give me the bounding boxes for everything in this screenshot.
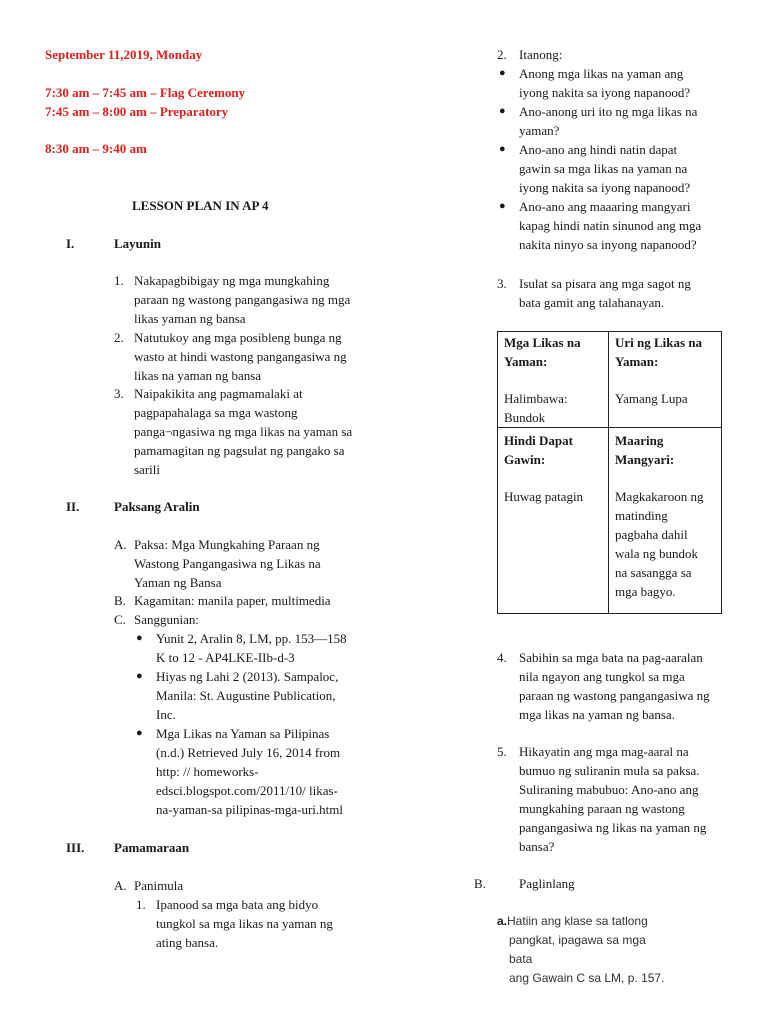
activity-a-line: pangkat, ipagawa sa mga bata	[509, 933, 646, 966]
table-header-cell	[504, 332, 602, 371]
schedule-slot-2: 7:45 am – 8:00 am – Preparatory	[45, 104, 229, 119]
reference-line: edsci.blogspot.com/2011/10/ likas-	[156, 783, 338, 798]
question-2	[519, 102, 697, 140]
question-line: kapag hindi natin sinunod ang mga	[519, 218, 702, 233]
step-3-line: Isulat sa pisara ang mga sagot ng	[519, 276, 691, 291]
step-3-line: bata gamit ang talahanayan.	[519, 295, 665, 310]
objective-2-number: 2.	[114, 330, 124, 345]
table-header-line: Maaring	[615, 433, 664, 448]
step-5-text	[519, 742, 706, 856]
question-line: Ano-anong uri ito ng mga likas na	[519, 104, 698, 119]
question-1	[519, 64, 690, 102]
references-letter: C.	[114, 612, 126, 627]
table-header-cell	[615, 428, 715, 469]
schedule-date: September 11,2019, Monday	[45, 47, 203, 62]
table-header-cell	[615, 332, 715, 371]
table-value-line: Yamang Lupa	[615, 391, 688, 406]
question-line: iyong nakita sa iyong napanood?	[519, 180, 691, 195]
table-cell	[609, 428, 722, 614]
table-cell	[498, 332, 609, 428]
table-value-line: Bundok	[504, 410, 546, 425]
bullet-icon: ●	[499, 143, 506, 155]
objective-3-line: pamamagitan ng pagsulat ng pangako sa	[134, 443, 345, 458]
question-line: iyong nakita sa iyong napanood?	[519, 85, 691, 100]
section-2-heading: Paksang Aralin	[114, 499, 200, 514]
question-3	[519, 140, 690, 197]
reference-line: K to 12 - AP4LKE-IIb-d-3	[156, 650, 295, 665]
step-5-line: Suliraning mabubuo: Ano-ano ang	[519, 782, 699, 797]
subject-letter: A.	[114, 537, 127, 552]
table-value-line: Magkakaroon ng	[615, 489, 704, 504]
intro-label: Panimula	[134, 878, 184, 893]
table-header-line: Hindi Dapat	[504, 433, 573, 448]
subject-line: Wastong Pangangasiwa ng Likas na	[134, 556, 321, 571]
reference-line: Yunit 2, Aralin 8, LM, pp. 153—158	[156, 631, 347, 646]
reference-item-3	[156, 724, 343, 819]
schedule-slot-1: 7:30 am – 7:45 am – Flag Ceremony	[45, 85, 246, 100]
objective-2-line: likas na yaman ng bansa	[134, 368, 262, 383]
question-line: Anong mga likas na yaman ang	[519, 66, 684, 81]
objective-3-line: pagpapahalaga sa mga wastong	[134, 405, 298, 420]
subject-text	[134, 535, 321, 592]
section-3-heading: Pamamaraan	[114, 840, 190, 855]
schedule-slot-3: 8:30 am – 9:40 am	[45, 141, 147, 156]
step-5-line: mungkahing paraan ng wastong	[519, 801, 685, 816]
table-value-cell	[615, 487, 715, 601]
objective-1-number: 1.	[114, 273, 124, 288]
table-value-cell	[504, 487, 602, 506]
step-3-text	[519, 274, 691, 312]
intro-letter: A.	[114, 878, 127, 893]
question-line: Ano-ano ang hindi natin dapat	[519, 142, 678, 157]
materials-letter: B.	[114, 593, 126, 608]
bullet-icon: ●	[136, 632, 143, 644]
section-1-heading: Layunin	[114, 236, 161, 251]
table-value-line: wala ng bundok	[615, 546, 699, 561]
question-line: yaman?	[519, 123, 560, 138]
subject-line: Paksa: Mga Mungkahing Paraan ng	[134, 537, 320, 552]
step-4-line: paraan ng wastong pangangasiwa ng	[519, 688, 710, 703]
objective-3-line: panga¬ngasiwa ng mga likas na yaman sa	[134, 424, 353, 439]
reference-line: Manila: St. Augustine Publication,	[156, 688, 336, 703]
page-title: LESSON PLAN IN AP 4	[132, 198, 269, 213]
intro-step-1	[156, 895, 333, 952]
step-5-line: Hikayatin ang mga mag-aaral na	[519, 744, 689, 759]
objective-2-line: wasto at hindi wastong pangangasiwa ng	[134, 349, 347, 364]
step-4-number: 4.	[497, 650, 507, 665]
section-1-number: I.	[66, 236, 75, 251]
step-4-text	[519, 648, 710, 724]
reference-line: Hiyas ng Lahi 2 (2013). Sampaloc,	[156, 669, 339, 684]
objective-3-line: sarili	[134, 462, 160, 477]
table-value-line: pagbaha dahil	[615, 527, 688, 542]
table-header-line: Mangyari:	[615, 452, 675, 467]
section-b-label: Paglinlang	[519, 876, 575, 891]
reference-item-1	[156, 629, 347, 667]
bullet-icon: ●	[499, 67, 506, 79]
intro-step-1-number: 1.	[136, 897, 146, 912]
step-5-number: 5.	[497, 744, 507, 759]
table-row	[498, 428, 722, 614]
activity-a-marker: a.	[497, 914, 508, 928]
reference-line: Inc.	[156, 707, 176, 722]
objective-1-line: likas yaman ng bansa	[134, 311, 246, 326]
table-header-line: Yaman:	[615, 354, 659, 369]
reference-line: na-yaman-sa pilipinas-mga-uri.html	[156, 802, 344, 817]
table-row	[498, 332, 722, 428]
table-value-line: Huwag patagin	[504, 489, 584, 504]
references-label: Sanggunian:	[134, 612, 199, 627]
step-5-line: bansa?	[519, 839, 555, 854]
section-2-number: II.	[66, 499, 80, 514]
bullet-icon: ●	[136, 670, 143, 682]
reference-line: http: // homeworks-	[156, 764, 259, 779]
objective-3-number: 3.	[114, 386, 124, 401]
table-value-cell	[504, 389, 602, 427]
objective-3	[134, 384, 352, 479]
section-b-letter: B.	[474, 876, 486, 891]
question-line: Ano-ano ang maaaring mangyari	[519, 199, 691, 214]
activity-a-line	[497, 912, 665, 931]
section-3-number: III.	[66, 840, 85, 855]
table-value-line: mga bagyo.	[615, 584, 676, 599]
table-header-line: Uri ng Likas na	[615, 335, 703, 350]
objective-3-line: Naipakikita ang pagmamalaki at	[134, 386, 303, 401]
reference-item-2	[156, 667, 338, 724]
materials-text: Kagamitan: manila paper, multimedia	[134, 593, 331, 608]
step-2-label: Itanong:	[519, 47, 563, 62]
table-value-line: matinding	[615, 508, 668, 523]
step-4-line: mga likas na yaman ng bansa.	[519, 707, 675, 722]
table-header-cell	[504, 428, 602, 469]
intro-step-line: Ipanood sa mga bata ang bidyo	[156, 897, 319, 912]
objective-1	[134, 271, 350, 328]
objective-1-line: paraan ng wastong pangangasiwa ng mga	[134, 292, 351, 307]
objective-1-line: Nakapagbibigay ng mga mungkahing	[134, 273, 330, 288]
question-line: nakita ninyo sa inyong napanood?	[519, 237, 697, 252]
step-4-line: Sabihin sa mga bata na pag-aaralan	[519, 650, 703, 665]
intro-step-line: ating bansa.	[156, 935, 219, 950]
table-cell	[498, 428, 609, 614]
step-5-line: bumuo ng suliranin mula sa paksa.	[519, 763, 700, 778]
table-header-line: Mga Likas na	[504, 335, 581, 350]
intro-step-line: tungkol sa mga likas na yaman ng	[156, 916, 333, 931]
table-header-line: Yaman:	[504, 354, 548, 369]
resource-table	[497, 331, 722, 614]
activity-a	[497, 912, 665, 988]
bullet-icon: ●	[136, 727, 143, 739]
activity-a-line: ang Gawain C sa LM, p. 157.	[509, 971, 665, 985]
table-cell	[609, 332, 722, 428]
bullet-icon: ●	[499, 200, 506, 212]
subject-line: Yaman ng Bansa	[134, 575, 222, 590]
step-4-line: nila ngayon ang tungkol sa mga	[519, 669, 685, 684]
objective-2	[134, 328, 347, 385]
activity-a-text: Hatiin ang klase sa tatlong	[507, 914, 648, 928]
step-5-line: pangangasiwa ng likas na yaman ng	[519, 820, 707, 835]
bullet-icon: ●	[499, 105, 506, 117]
reference-line: (n.d.) Retrieved July 16, 2014 from	[156, 745, 341, 760]
step-3-number: 3.	[497, 276, 507, 291]
step-2-number: 2.	[497, 47, 507, 62]
table-value-line: na sasangga sa	[615, 565, 692, 580]
table-value-line: Halimbawa:	[504, 391, 568, 406]
question-4	[519, 197, 701, 254]
reference-line: Mga Likas na Yaman sa Pilipinas	[156, 726, 330, 741]
table-header-line: Gawin:	[504, 452, 546, 467]
objective-2-line: Natutukoy ang mga posibleng bunga ng	[134, 330, 342, 345]
table-value-cell	[615, 389, 715, 408]
question-line: gawin sa mga likas na yaman na	[519, 161, 688, 176]
